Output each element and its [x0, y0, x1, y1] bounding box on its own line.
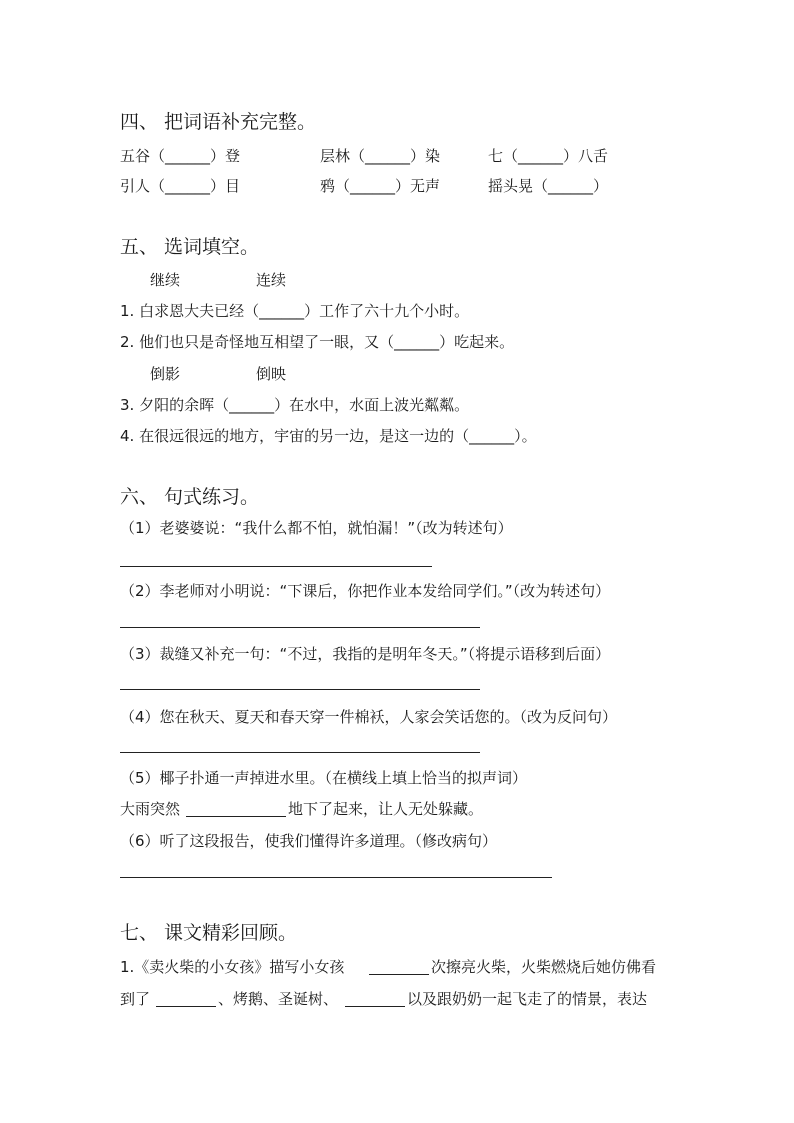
- question-item: 3. 夕阳的余晖（______）在水中，水面上波光粼粼。: [120, 396, 470, 414]
- review-line1-b: 次擦亮火柴，火柴燃烧后她仿佛看: [431, 958, 657, 976]
- blank-line: [186, 816, 286, 817]
- fill-item: 摇头晃（______）: [488, 177, 609, 195]
- section-6-heading: 六、 句式练习。: [120, 486, 260, 508]
- exercise-q5-after: 地下了起来，让人无处躲藏。: [288, 800, 484, 818]
- question-item: 4. 在很远很远的地方，宇宙的另一边，是这一边的（______）。: [120, 427, 537, 445]
- exercise-q6: （6）听了这段报告，使我们懂得许多道理。（修改病句）: [120, 832, 498, 850]
- fill-item: 五谷（______）登: [120, 147, 241, 165]
- answer-line: [120, 689, 480, 690]
- exercise-q1: （1）老婆婆说：“我什么都不怕，就怕漏！”（改为转述句）: [120, 519, 513, 537]
- word-option: 连续: [256, 271, 287, 289]
- question-item: 2. 他们也只是奇怪地互相望了一眼，又（______）吃起来。: [120, 333, 515, 351]
- review-line2-a: 到了: [120, 990, 151, 1008]
- section-4-heading: 四、 把词语补充完整。: [120, 111, 317, 133]
- word-option: 倒影: [150, 365, 181, 383]
- exercise-q5: （5）椰子扑通一声掉进水里。（在横线上填上恰当的拟声词）: [120, 769, 528, 787]
- answer-line: [120, 566, 432, 567]
- fill-item: 层林（______）染: [320, 147, 441, 165]
- question-item: 1. 白求恩大夫已经（______）工作了六十九个小时。: [120, 302, 470, 320]
- exercise-q2: （2）李老师对小明说：“下课后，你把作业本发给同学们。”（改为转述句）: [120, 582, 611, 600]
- word-option: 继续: [150, 271, 181, 289]
- fill-item: 鸦（______）无声: [320, 177, 441, 195]
- fill-item: 引人（______）目: [120, 177, 241, 195]
- exercise-q5-before: 大雨突然: [120, 800, 181, 818]
- answer-line: [120, 752, 480, 753]
- section-5-heading: 五、 选词填空。: [120, 236, 260, 258]
- fill-item: 七（______）八舌: [488, 147, 609, 165]
- review-line1-a: 1.《卖火柴的小女孩》描写小女孩: [120, 958, 345, 976]
- answer-line: [120, 627, 480, 628]
- word-option: 倒映: [256, 365, 287, 383]
- review-line2-b: 、烤鹅、圣诞树、: [218, 990, 339, 1008]
- section-7-heading: 七、 课文精彩回顾。: [120, 922, 298, 944]
- blank-line: [369, 974, 429, 975]
- exercise-q4: （4）您在秋天、夏天和春天穿一件棉袄，人家会笑话您的。（改为反问句）: [120, 708, 618, 726]
- answer-line: [120, 877, 552, 878]
- exercise-q3: （3）裁缝又补充一句：“不过，我指的是明年冬天。”（将提示语移到后面）: [120, 645, 611, 663]
- blank-line: [345, 1006, 405, 1007]
- review-line2-c: 以及跟奶奶一起飞走了的情景，表达: [407, 990, 648, 1008]
- blank-line: [156, 1006, 216, 1007]
